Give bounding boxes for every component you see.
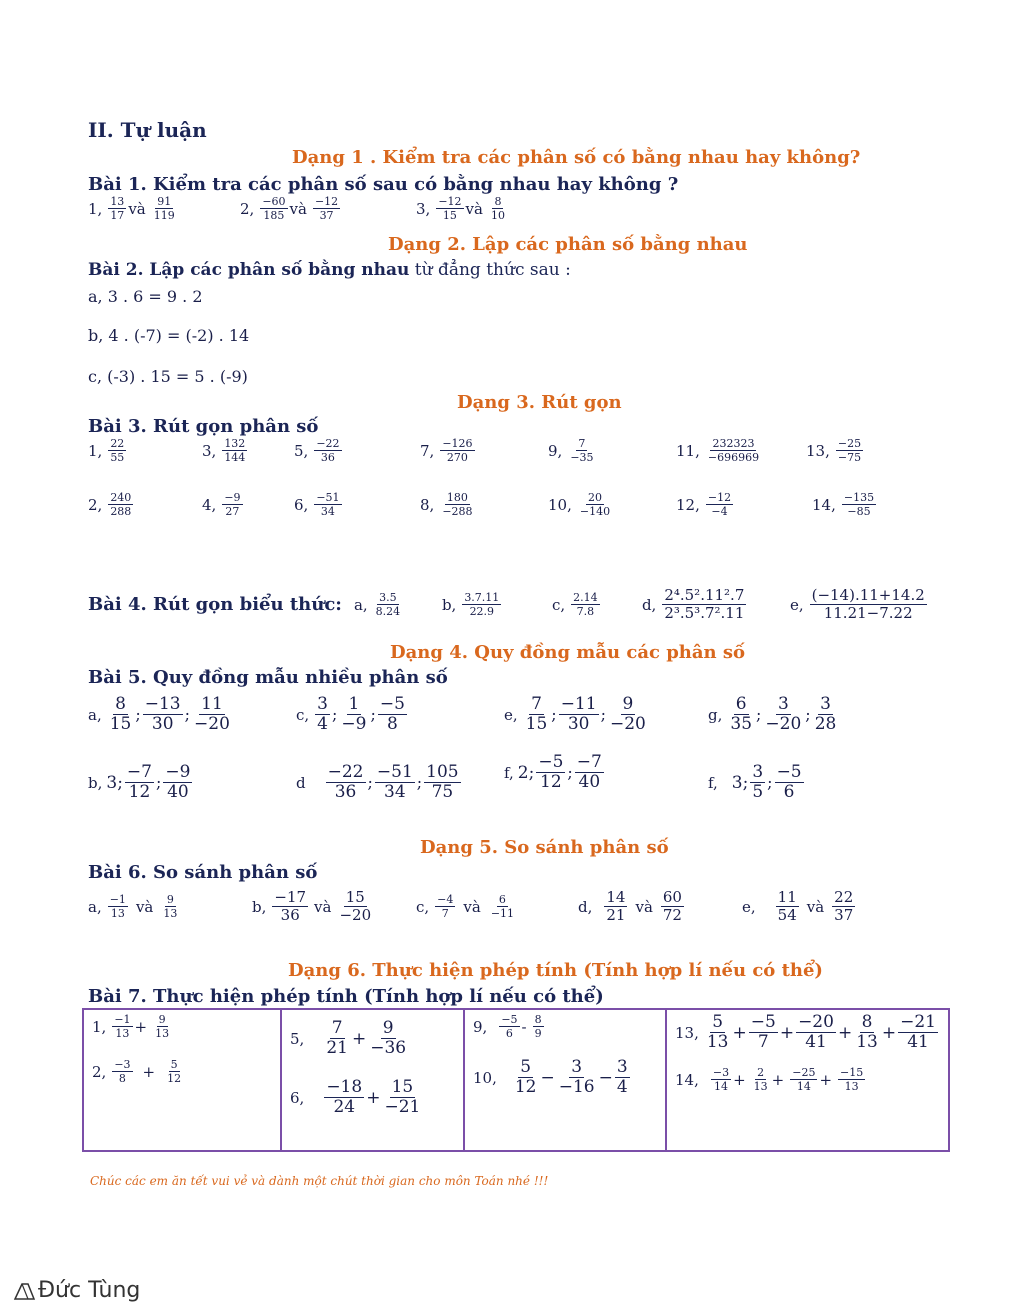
signature-text: Đức Tùng bbox=[38, 1278, 141, 1303]
signature bbox=[12, 1278, 140, 1303]
dang1-heading: Dạng 1 . Kiểm tra các phân số có bằng nhau hay không? bbox=[292, 147, 861, 168]
bai7-cell-1 bbox=[83, 1009, 281, 1151]
bai5-b: b, 3; $\frac{-7}{12}$ ; $\frac{-9}{40}$ bbox=[88, 762, 191, 802]
bai1-item-2: 2, $\frac{-60}{185}$ và $\frac{-12}{37}$ bbox=[240, 195, 339, 222]
dang2-heading: Dạng 2. Lập các phân số bằng nhau bbox=[388, 234, 748, 255]
dang3-heading: Dạng 3. Rút gọn bbox=[457, 392, 622, 413]
bai7-p10: 10, $\frac{5}{12}$ − $\frac{3}{-16}$ − $\frac{3}{4}$ bbox=[473, 1057, 628, 1097]
bai3-item-5: 5, $\frac{-22}{36}$ bbox=[294, 437, 340, 464]
bai7-cell-2 bbox=[281, 1009, 464, 1151]
bai6-title: Bài 6. So sánh phân số bbox=[88, 862, 318, 883]
bai7-p6: 6, $\frac{-18}{24}$ + $\frac{15}{-21}$ bbox=[290, 1077, 421, 1117]
bai3-item-3: 3, $\frac{132}{144}$ bbox=[202, 437, 246, 464]
bai3-item-2: 2, $\frac{240}{288}$ bbox=[88, 491, 132, 518]
bai4-line bbox=[88, 588, 929, 621]
bai5-title: Bài 5. Quy đồng mẫu nhiều phân số bbox=[88, 667, 448, 688]
bai1-title: Bài 1. Kiểm tra các phân số sau có bằng nhau hay không ? bbox=[88, 174, 679, 195]
bai7-p5: 5, $\frac{7}{21}$ + $\frac{9}{-36}$ bbox=[290, 1018, 407, 1058]
bai5-d: d $\frac{-22}{36}$ ; $\frac{-51}{34}$ ; $\frac{105}{75}$ bbox=[296, 762, 459, 802]
bai5-c: c, $\frac{3}{4}$ ; $\frac{1}{-9}$ ; $\frac{-5}{8}$ bbox=[296, 694, 405, 734]
bai6-b: b, $\frac{-17}{36}$ và $\frac{15}{-20}$ bbox=[252, 888, 372, 924]
bai7-p13: 13, $\frac{5}{13}$ + $\frac{-5}{7}$ + $\frac{-20}{41}$ + $\frac{8}{13}$ + $\frac{-21}{41}$ bbox=[675, 1012, 936, 1052]
bai4-e: e, $\frac{(-14).11+14.2}{11.21-7.22}$ bbox=[789, 586, 925, 622]
bai2-eq-c: c, (-3) . 15 = 5 . (-9) bbox=[88, 367, 248, 386]
bai7-title: Bài 7. Thực hiện phép tính (Tính hợp lí nếu có thể) bbox=[88, 986, 604, 1007]
bai5-f2: f, 3; $\frac{3}{5}$ ; $\frac{-5}{6}$ bbox=[708, 762, 802, 802]
dang5-heading: Dạng 5. So sánh phân số bbox=[420, 837, 669, 858]
bai2-eq-a: a, 3 . 6 = 9 . 2 bbox=[88, 287, 203, 306]
bai6-c: c, $\frac{-4}{7}$ và $\frac{6}{-11}$ bbox=[416, 893, 515, 920]
bai3-item-11: 11, $\frac{232323}{-696969}$ bbox=[676, 437, 760, 464]
bai3-item-13: 13, $\frac{-25}{-75}$ bbox=[806, 437, 862, 464]
bai3-title: Bài 3. Rút gọn phân số bbox=[88, 416, 319, 437]
bai7-cell-4 bbox=[666, 1009, 949, 1151]
bai3-item-1: 1, $\frac{22}{55}$ bbox=[88, 437, 125, 464]
bai7-p9: 9, $\frac{-5}{6}$ - $\frac{8}{9}$ bbox=[473, 1013, 542, 1040]
bai5-e: e, $\frac{7}{15}$ ; $\frac{-11}{30}$ ; $\frac{9}{-20}$ bbox=[504, 694, 646, 734]
bai6-e: e, $\frac{11}{54}$ và $\frac{22}{37}$ bbox=[742, 888, 854, 924]
bai3-item-12: 12, $\frac{-12}{-4}$ bbox=[676, 491, 732, 518]
bai5-f1: f, 2; $\frac{-5}{12}$ ; $\frac{-7}{40}$ bbox=[504, 752, 602, 792]
bai2-title-line: Bài 2. Lập các phân số bằng nhau từ đẳng thức sau : bbox=[88, 260, 571, 280]
bai7-table bbox=[82, 1008, 950, 1152]
bai3-item-6: 6, $\frac{-51}{34}$ bbox=[294, 491, 340, 518]
bai4-d: d, $\frac{\text{2⁴.5².11².7}}{\text{2³.5³.7².11}}$ bbox=[641, 586, 745, 622]
bai7-p14: 14, $\frac{-3}{14}$ + $\frac{2}{13}$ + $\frac{-25}{14}$ + $\frac{-15}{13}$ bbox=[675, 1066, 864, 1093]
bai4-title: Bài 4. Rút gọn biểu thức: bbox=[88, 594, 342, 615]
bai4-a: a, $\frac{3.5}{8.24}$ bbox=[353, 591, 401, 618]
footer-note: Chúc các em ăn tết vui vẻ và dành một chút thời gian cho môn Toán nhé !!! bbox=[90, 1174, 549, 1188]
dang4-heading: Dạng 4. Quy đồng mẫu các phân số bbox=[390, 642, 746, 663]
section-title: II. Tự luận bbox=[88, 118, 207, 142]
bai2-eq-b: b, 4 . (-7) = (-2) . 14 bbox=[88, 326, 250, 345]
pencil-icon bbox=[12, 1280, 38, 1302]
bai5-a: a, $\frac{8}{15}$ ; $\frac{-13}{30}$ ; $\frac{11}{-20}$ bbox=[88, 694, 230, 734]
bai7-p1: 1, $\frac{-1}{13}$ + $\frac{9}{13}$ bbox=[92, 1013, 170, 1040]
bai3-item-7: 7, $\frac{-126}{270}$ bbox=[420, 437, 473, 464]
bai4-c: c, $\frac{2.14}{7.8}$ bbox=[551, 591, 598, 618]
bai6-a: a, $\frac{-1}{13}$ và $\frac{9}{13}$ bbox=[88, 893, 178, 920]
dang6-heading: Dạng 6. Thực hiện phép tính (Tính hợp lí nếu có thể) bbox=[288, 960, 823, 981]
bai4-b: b, $\frac{3.7.11}{22.9}$ bbox=[441, 591, 500, 618]
bai1-item-1: 1, $\frac{13}{17}$ và $\frac{91}{119}$ bbox=[88, 195, 175, 222]
bai1-items bbox=[88, 196, 509, 221]
bai6-d: d, $\frac{14}{21}$ và $\frac{60}{72}$ bbox=[578, 888, 682, 924]
bai3-item-9: 9, $\frac{7}{-35}$ bbox=[548, 437, 594, 464]
bai3-item-4: 4, $\frac{-9}{27}$ bbox=[202, 491, 241, 518]
bai7-cell-3 bbox=[464, 1009, 666, 1151]
bai7-p2: 2, $\frac{-3}{8}$ + $\frac{5}{12}$ bbox=[92, 1058, 182, 1085]
bai3-item-8: 8, $\frac{180}{-288}$ bbox=[420, 491, 473, 518]
bai3-item-14: 14, $\frac{-135}{-85}$ bbox=[812, 491, 875, 518]
bai3-item-10: 10, $\frac{20}{-140}$ bbox=[548, 491, 611, 518]
bai5-g: g, $\frac{6}{35}$ ; $\frac{3}{-20}$ ; $\frac{3}{28}$ bbox=[708, 694, 837, 734]
bai1-item-3: 3, $\frac{-12}{15}$ và $\frac{8}{10}$ bbox=[416, 195, 505, 222]
